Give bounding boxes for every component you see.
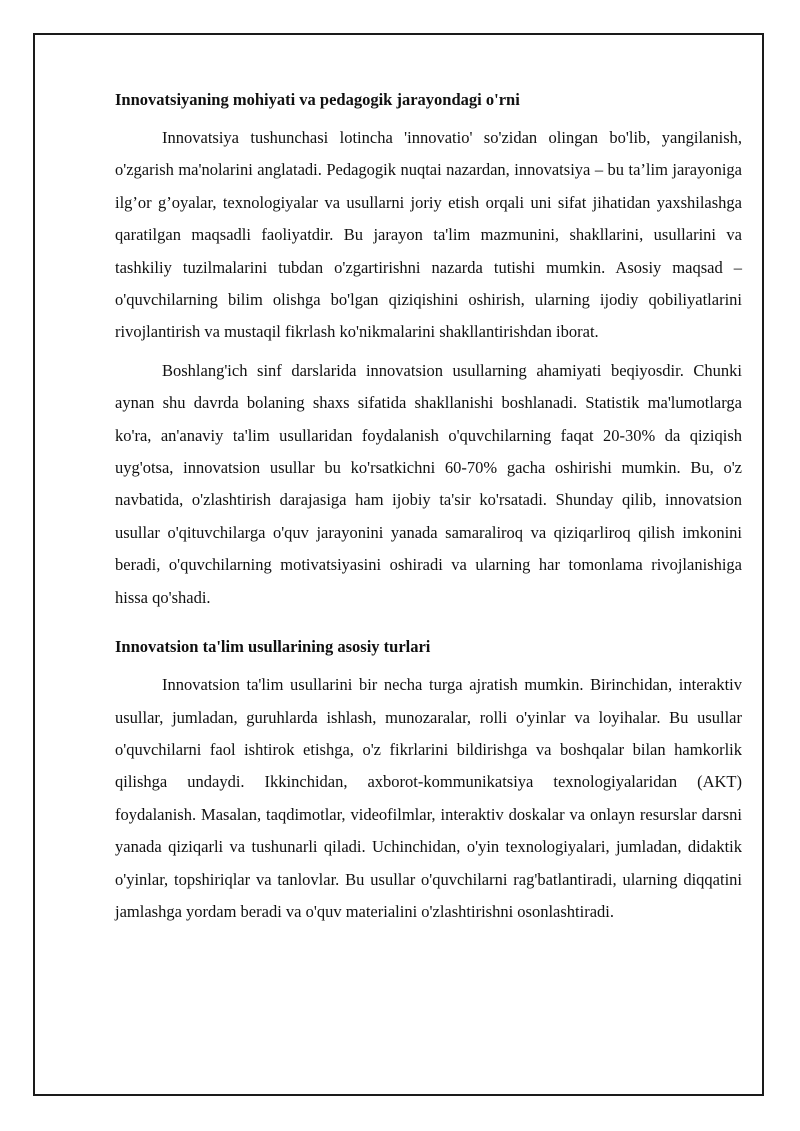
section-heading-method-types: Innovatsion ta'lim usullarining asosiy turlari bbox=[115, 637, 431, 657]
paragraph-method-types: Innovatsion ta'lim usullarini bir necha turga ajratish mumkin. Birinchidan, interaktiv usullar, jumladan, guruhlarda ishlash, munozaralar, rolli o'yinlar va loyihalar. Bu usullar o'quvchilarni faol ishtirok etishga, o'z fikrlarini bildirishga va boshqalar bilan hamkorlik qilishga undaydi. Ikkinchidan, axborot-kommunikatsiya texnologiyalaridan (AKT) foydalanish. Masalan, taqdimotlar, videofilmlar, interaktiv doskalar va onlayn resurslar darsni yanada qiziqarli va tushunarli qiladi. Uchinchidan, o'yin texnologiyalari, jumladan, didaktik o'yinlar, topshiriqlar va tanlovlar. Bu usullar o'quvchilarni rag'batlantiradi, ularning diqqatini jamlashga yordam beradi va o'quv materialini o'zlashtirishni osonlashtiradi. bbox=[115, 675, 742, 921]
section-heading-essence: Innovatsiyaning mohiyati va pedagogik jarayondagi o'rni bbox=[115, 90, 520, 109]
paragraph-primary-school-importance: Boshlang'ich sinf darslarida innovatsion usullarning ahamiyati beqiyosdir. Chunki aynan shu davrda bolaning shaxs sifatida shakllanishi boshlanadi. Statistik ma'lumotlarga ko'ra, an'anaviy ta'lim usullaridan foydalanish o'quvchilarning faqat 20-30% da qiziqish uyg'otsa, innovatsion usullar bu ko'rsatkichni 60-70% gacha oshirishi mumkin. Bu, o'z navbatida, o'zlashtirish darajasiga ham ijobiy ta'sir ko'rsatadi. Shunday qilib, innovatsion usullar o'qituvchilarga o'quv jarayonini yanada samaraliroq va qiziqarliroq qilish imkonini beradi, o'quvchilarning motivatsiyasini oshiradi va ularning har tomonlama rivojlanishiga hissa qo'shadi. bbox=[115, 360, 742, 607]
paragraph-innovation-definition: Innovatsiya tushunchasi lotincha 'innovatio' so'zidan olingan bo'lib, yangilanish, o'zgarish ma'nolarini anglatadi. Pedagogik nuqtai nazardan, innovatsiya – bu ta’lim jarayoniga ilg’or g’oyalar, texnologiyalar va usullarni joriy etish orqali uni sifat jihatidan yaxshilashga qaratilgan maqsadli faoliyatdir. Bu jarayon ta'lim mazmunini, shakllarini, usullarini va tashkiliy tuzilmalarini tubdan o'zgartirishni nazarda tutishi mumkin. Asosiy maqsad – o'quvchilarning bilim olishga bo'lgan qiziqishini oshirish, ularning ijodiy qobiliyatlarini rivojlantirish va mustaqil fikrlash ko'nikmalarini shakllantirishdan iborat. bbox=[115, 128, 742, 342]
document-body bbox=[115, 84, 742, 928]
